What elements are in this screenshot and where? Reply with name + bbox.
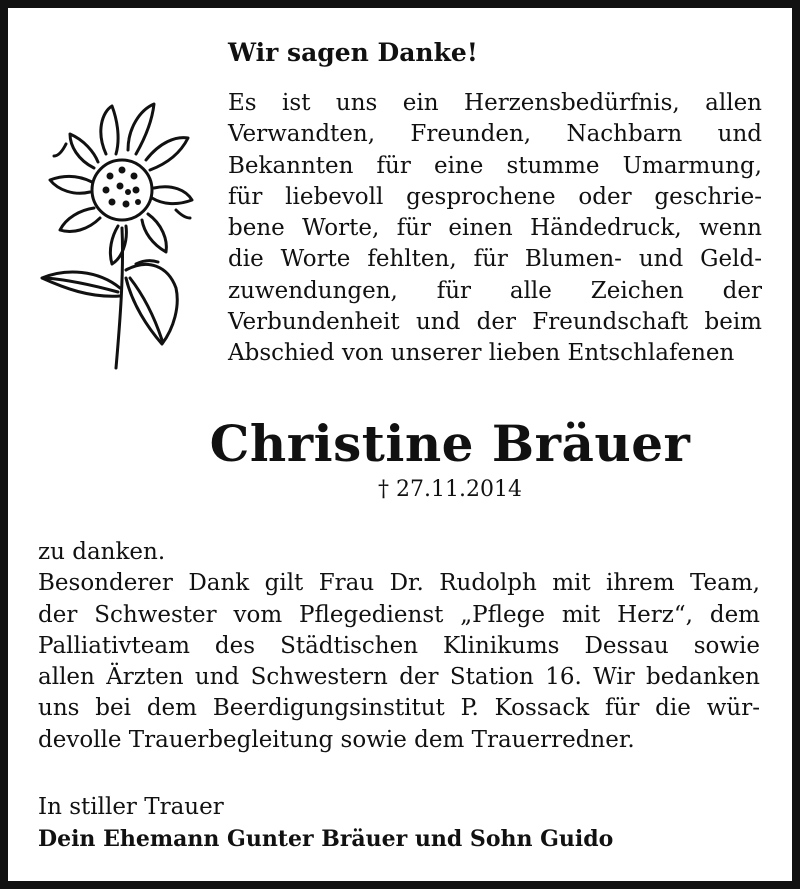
body-line: Palliativteam des Städtischen Klinikums Dessau sowie [38,632,760,659]
signature-intro: In stiller Trauer [38,794,224,820]
intro-line: Bekannten für eine stumme Umarmung, [228,152,762,179]
intro-line: für liebevoll gesprochene oder geschrie- [228,183,762,210]
intro-paragraph [228,88,762,370]
body-line: devolle Trauerbegleitung sowie dem Trauerredner. [38,726,635,753]
intro-line: zuwendungen, für alle Zeichen der [228,277,762,304]
body-line: uns bei dem Beerdigungsinstitut P. Kossack für die wür- [38,695,760,722]
intro-line: bene Worte, für einen Händedruck, wenn [228,215,762,242]
intro-line: Es ist uns ein Herzensbedürfnis, allen [228,90,762,116]
body-line: zu danken. [38,539,166,565]
intro-line: Verwandten, Freunden, Nachbarn und [228,121,762,148]
intro-line: Abschied von unserer lieben Entschlafenen [228,340,735,367]
body-line: der Schwester vom Pflegedienst „Pflege mit Herz“, dem [38,601,760,628]
body-paragraph [38,537,760,756]
intro-line: die Worte fehlten, für Blumen- und Geld- [228,246,762,273]
body-line: allen Ärzten und Schwestern der Station 16. Wir bedanken [38,664,760,691]
sunflower-drawing [36,92,196,372]
thanks-heading: Wir sagen Danke! [228,38,478,67]
intro-line: Verbundenheit und der Freundschaft beim [228,309,762,336]
death-date: † 27.11.2014 [378,477,522,502]
deceased-name: Christine Bräuer [209,414,691,473]
body-line: Besonderer Dank gilt Frau Dr. Rudolph mit ihrem Team, [38,570,760,597]
signature-names: Dein Ehemann Gunter Bräuer und Sohn Guido [38,826,614,852]
